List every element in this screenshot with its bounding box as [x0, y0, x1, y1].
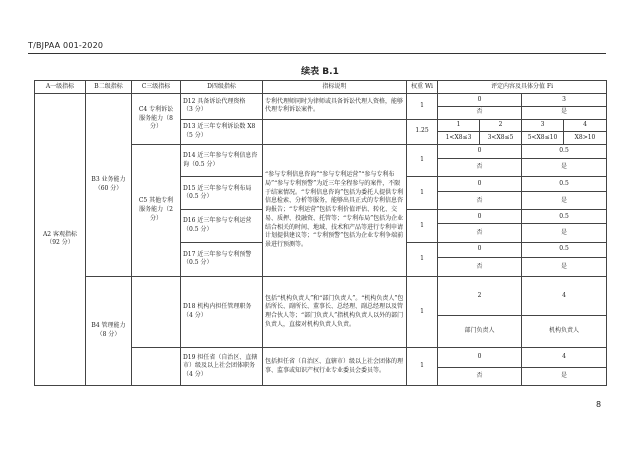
d15-score-low: 0	[438, 177, 522, 192]
col-header-c: C三级指标	[132, 81, 181, 94]
d17-score-high: 0.5	[522, 242, 607, 257]
d16-score-high: 0.5	[522, 210, 607, 224]
d13-range-2: 3<X8≤5	[480, 132, 522, 145]
d12-desc: 专利代理师同时为律师或具备诉讼代理人资格，能够代理专利诉讼案件。	[263, 93, 407, 119]
d13-score-4: 4	[564, 119, 607, 132]
d13-weight: 1.25	[407, 119, 438, 144]
b3-cell: B3 业务能力 （60 分）	[86, 93, 132, 276]
col-header-d: D四级指标	[181, 81, 263, 94]
d19-desc: 包括担任省（自治区、直辖市）级以上社会团体的理事、监事或知识产权行业专业委员会委员等。	[263, 348, 407, 386]
d12-score-low: 0	[438, 93, 522, 106]
d13-desc	[263, 119, 407, 144]
b4-c-cell	[132, 277, 181, 348]
d18-criteria-high: 机构负责人	[522, 315, 607, 347]
d15-criteria-low: 否	[438, 192, 522, 210]
evaluation-table	[34, 80, 607, 386]
d16-score-low: 0	[438, 210, 522, 224]
c5-desc: “参与专利信息咨询”“参与专利运营”“参与专利布局”“参与专利预警”为近三年全程参与的案件，不限于结案情况。“专利信息咨询”包括为委托人提供专利信息检索、分析等服务，能够出具正式的专利信息咨询报告；“专利运营”包括专利价值评估、转化、交易、质押、投融资、托管等；“专利布局”包括为企业结合相关的时间、地域、技术和产品等进行专利申请计划提供建议等；“专利预警”包括为企业专利争端前景进行预测等。	[263, 144, 407, 276]
table-header-row	[35, 81, 607, 94]
d13-range-4: X8>10	[564, 132, 607, 145]
d18-criteria-low: 部门负责人	[438, 315, 522, 347]
col-header-scores: 评定内容及具体分值 Fi	[438, 81, 607, 94]
header-rule	[28, 53, 606, 54]
c4-cell: C4 专利诉讼 服务能力（8 分）	[132, 93, 181, 144]
d14-criteria-high: 是	[522, 158, 607, 176]
col-header-a: A一级指标	[35, 81, 86, 94]
d19-score-high: 4	[522, 348, 607, 367]
d15-weight: 1	[407, 177, 438, 210]
d14-score-high: 0.5	[522, 144, 607, 158]
d14-score-low: 0	[438, 144, 522, 158]
d12-label: D12 具备诉讼代理资格 （3 分）	[181, 93, 263, 119]
d12-criteria-high: 是	[522, 106, 607, 119]
d19-criteria-low: 否	[438, 367, 522, 385]
d17-criteria-low: 否	[438, 257, 522, 276]
a2-cell: A2 客观指标 （92 分）	[35, 93, 86, 385]
d13-range-3: 5<X8≤10	[522, 132, 564, 145]
d19-weight: 1	[407, 348, 438, 386]
col-header-desc: 指标说明	[263, 81, 407, 94]
d18-score-low: 2	[438, 277, 522, 316]
d13-label: D13 近三年专利诉讼数 X8（5 分）	[181, 119, 263, 144]
d19-score-low: 0	[438, 348, 522, 367]
table-caption: 续表 B.1	[301, 67, 339, 77]
standard-code: T/BJPAA 001-2020	[28, 41, 104, 50]
d14-criteria-low: 否	[438, 158, 522, 176]
c5-cell: C5 其他专利 服务能力（2 分）	[132, 144, 181, 276]
col-header-b: B二级指标	[86, 81, 132, 94]
d19-c-cell	[132, 348, 181, 386]
d18-desc: 包括“机构负责人”和“部门负责人”。“机构负责人”包括所长、副所长、董事长、总经理、副总经理以及管理合伙人等；“部门负责人”指机构负责人以外的部门负责人，直接对机构负责人负责。	[263, 277, 407, 348]
d17-criteria-high: 是	[522, 257, 607, 276]
d19-label: D19 担任省（自治区、直辖市）级及以上社会团体职务（4 分）	[181, 348, 263, 386]
d16-label: D16 近三年参与专利运营（0.5 分）	[181, 210, 263, 242]
d16-weight: 1	[407, 210, 438, 242]
d13-score-2: 2	[480, 119, 522, 132]
d12-criteria-low: 否	[438, 106, 522, 119]
b4-cell: B4 管理能力 （8 分）	[86, 277, 132, 386]
d18-score-high: 4	[522, 277, 607, 316]
d13-score-3: 3	[522, 119, 564, 132]
d15-score-high: 0.5	[522, 177, 607, 192]
d16-criteria-high: 是	[522, 224, 607, 242]
d18-weight: 1	[407, 277, 438, 348]
d14-label: D14 近三年参与专利信息咨询（0.5 分）	[181, 144, 263, 176]
col-header-weight: 权重 Wi	[407, 81, 438, 94]
d13-range-1: 1<X8≤3	[438, 132, 480, 145]
d14-weight: 1	[407, 144, 438, 176]
d17-score-low: 0	[438, 242, 522, 257]
d16-criteria-low: 否	[438, 224, 522, 242]
d13-score-1: 1	[438, 119, 480, 132]
d18-label: D18 机构内担任管理职务（4 分）	[181, 277, 263, 348]
d15-label: D15 近三年参与专利布局（0.5 分）	[181, 177, 263, 210]
d19-criteria-high: 是	[522, 367, 607, 385]
d12-weight: 1	[407, 93, 438, 119]
page-number: 8	[596, 400, 602, 409]
d15-criteria-high: 是	[522, 192, 607, 210]
d17-weight: 1	[407, 242, 438, 276]
d17-label: D17 近三年参与专利预警（0.5 分）	[181, 242, 263, 276]
d12-score-high: 3	[522, 93, 607, 106]
